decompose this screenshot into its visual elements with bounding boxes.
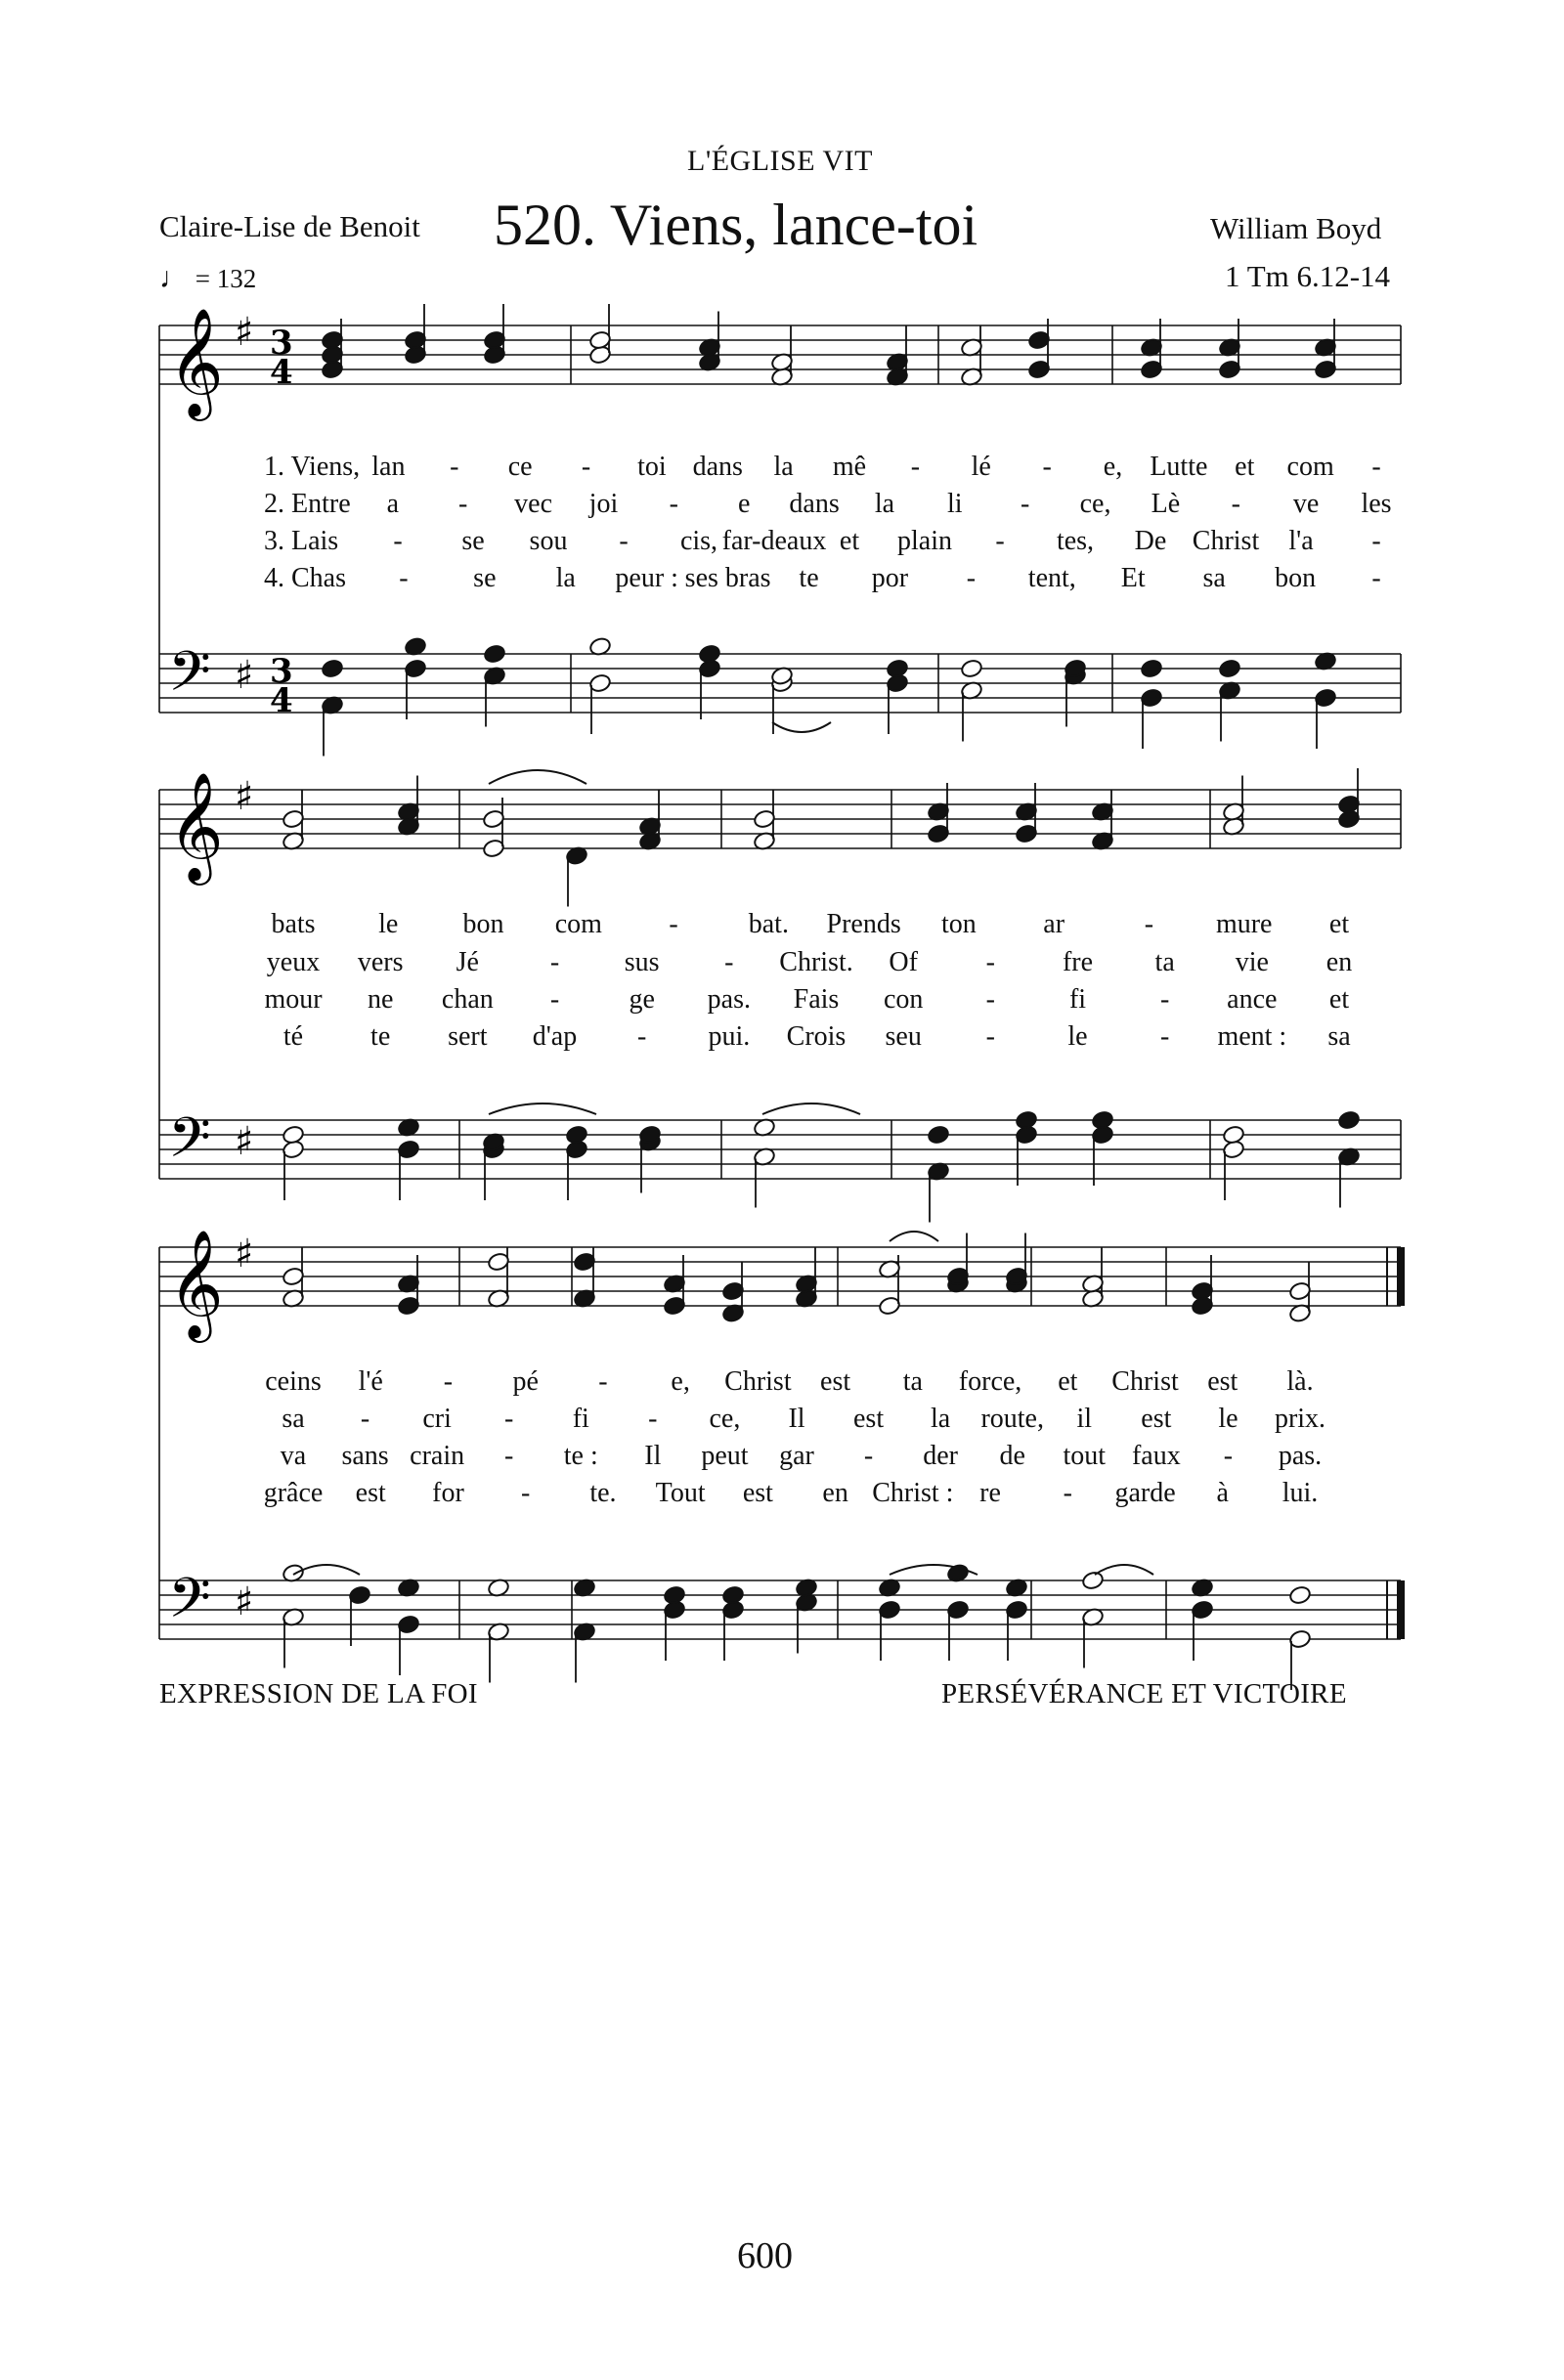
- quarter-note-icon: ♩: [159, 262, 189, 294]
- bass-clef-icon: 𝄢: [168, 1106, 211, 1184]
- lyric-syllable: grâce: [263, 1478, 324, 1508]
- lyric-syllable: ance: [1227, 984, 1278, 1015]
- time-signature-bottom: 4: [270, 353, 293, 392]
- quarter-note: [698, 644, 721, 665]
- lyric-syllable: ge: [629, 984, 655, 1015]
- lyric-syllable: -: [995, 526, 1005, 556]
- lyric-syllable: là.: [1286, 1366, 1314, 1397]
- time-signature-top: 3: [270, 324, 293, 363]
- lyric-syllable: se: [473, 563, 497, 593]
- lyric-syllable: Et: [1120, 563, 1146, 593]
- slur: [489, 770, 586, 784]
- time-signature-top: 3: [270, 652, 293, 691]
- lyric-syllable: -: [1371, 563, 1381, 593]
- lyric-syllable: mour: [264, 984, 323, 1015]
- lyric-syllable: -: [669, 489, 678, 519]
- lyric-syllable: Prends: [826, 909, 901, 939]
- lyric-syllable: -: [863, 1441, 874, 1471]
- half-note: [1288, 1585, 1312, 1606]
- lyric-syllable: en: [1325, 947, 1353, 977]
- quarter-note: [321, 659, 344, 679]
- lyric-syllable: tes,: [1056, 526, 1095, 556]
- quarter-note: [1015, 1110, 1038, 1131]
- page-number: 600: [737, 2235, 793, 2276]
- lyric-syllable: bon: [1275, 563, 1317, 593]
- slur: [762, 1103, 860, 1114]
- lyric-syllable: sa: [282, 1404, 305, 1434]
- quarter-note: [886, 659, 909, 679]
- lyric-syllable: le: [1067, 1021, 1088, 1052]
- lyric-syllable: fi: [572, 1404, 589, 1434]
- lyric-syllable: et: [1328, 984, 1350, 1015]
- lyric-syllable: Christ: [1111, 1366, 1179, 1397]
- lyric-syllable: et: [1328, 909, 1350, 939]
- lyric-syllable: -: [450, 452, 459, 482]
- lyric-syllable: peut: [701, 1441, 749, 1471]
- lyric-syllable: vers: [357, 947, 404, 977]
- lyric-syllable: toi: [637, 452, 667, 482]
- sharp-icon: ♯: [235, 1579, 254, 1624]
- lyric-syllable: les: [1361, 489, 1392, 519]
- lyric-syllable: sert: [448, 1021, 488, 1052]
- lyric-syllable: plain: [897, 526, 952, 556]
- lyric-syllable: vec: [514, 489, 553, 519]
- lyric-syllable: fi: [1068, 984, 1087, 1015]
- lyric-syllable: mê: [832, 452, 867, 482]
- lyric-syllable: -: [1159, 984, 1170, 1015]
- sharp-icon: ♯: [235, 310, 254, 355]
- lyric-syllable: -: [598, 1366, 608, 1397]
- lyric-syllable: la: [555, 563, 576, 593]
- lyric-syllable: va: [280, 1441, 307, 1471]
- lyric-syllable: la: [773, 452, 794, 482]
- lyric-syllable: -: [985, 1021, 995, 1052]
- lyric-syllable: -: [985, 947, 995, 977]
- lyric-syllable: e,: [671, 1366, 690, 1397]
- slur: [1095, 1565, 1153, 1575]
- lyric-syllable: De: [1134, 526, 1167, 556]
- lyric-syllable: est: [853, 1404, 885, 1434]
- lyric-syllable: ceins: [265, 1366, 322, 1397]
- hymn-number: 520.: [494, 193, 596, 257]
- lyric-syllable: de: [999, 1441, 1025, 1471]
- lyric-syllable: re: [979, 1478, 1001, 1508]
- lyric-syllable: ta: [902, 1366, 923, 1397]
- lyric-syllable: ce,: [709, 1404, 741, 1434]
- lyric-syllable: -: [648, 1404, 658, 1434]
- footer-category-right: PERSÉVÉRANCE ET VICTOIRE: [941, 1678, 1347, 1709]
- lyric-syllable: te.: [589, 1478, 617, 1508]
- lyric-syllable: garde: [1114, 1478, 1176, 1508]
- lyric-syllable: ta: [1154, 947, 1175, 977]
- lyric-syllable: faux: [1131, 1441, 1181, 1471]
- lyric-syllable: -: [985, 984, 995, 1015]
- lyric-syllable: te :: [563, 1441, 598, 1471]
- lyric-syllable: est: [355, 1478, 386, 1508]
- lyric-syllable: est: [742, 1478, 773, 1508]
- lyric-syllable: -: [724, 947, 734, 977]
- lyric-syllable: ce: [507, 452, 533, 482]
- lyric-syllable: est: [820, 1366, 851, 1397]
- lyric-syllable: ses bras: [684, 563, 771, 593]
- lyric-syllable: et: [1058, 1366, 1078, 1397]
- lyric-syllable: -: [399, 563, 409, 593]
- scripture-reference: 1 Tm 6.12-14: [1225, 259, 1391, 293]
- section-title: L'ÉGLISE VIT: [687, 145, 873, 177]
- lyric-syllable: bon: [462, 909, 504, 939]
- lyric-syllable: Of: [889, 947, 918, 977]
- lyric-syllable: seu: [885, 1021, 922, 1052]
- lyric-syllable: gar: [779, 1441, 814, 1471]
- time-signature-bottom: 4: [270, 681, 293, 720]
- lyric-syllable: -: [1371, 452, 1381, 482]
- lyric-syllable: Fais: [793, 984, 840, 1015]
- hymn-name: Viens, lance-toi: [609, 193, 978, 257]
- lyric-syllable: té: [282, 1021, 304, 1052]
- quarter-note: [1337, 1110, 1361, 1131]
- lyric-syllable: sans: [341, 1441, 389, 1471]
- lyric-syllable: bats: [271, 909, 316, 939]
- lyric-syllable: il: [1076, 1404, 1093, 1434]
- lyric-syllable: Il: [644, 1441, 662, 1471]
- lyric-syllable: est: [1141, 1404, 1172, 1434]
- lyric-syllable: sus: [624, 947, 660, 977]
- lyric-syllable: der: [923, 1441, 959, 1471]
- lyric-syllable: tent,: [1027, 563, 1076, 593]
- lyric-syllable: tout: [1063, 1441, 1107, 1471]
- lyric-syllable: dans: [692, 452, 743, 482]
- lyric-syllable: en: [822, 1478, 848, 1508]
- lyric-syllable: -: [1020, 489, 1030, 519]
- lyric-syllable: -: [1159, 1021, 1170, 1052]
- quarter-note: [483, 644, 506, 665]
- half-note: [1081, 1571, 1105, 1591]
- lyric-syllable: te: [370, 1021, 391, 1052]
- lyric-syllable: Lutte: [1150, 452, 1208, 482]
- lyric-syllable: et: [1235, 452, 1255, 482]
- slur: [489, 1103, 596, 1114]
- lyric-syllable: prix.: [1274, 1404, 1326, 1434]
- treble-clef-icon: 𝄞: [168, 307, 224, 416]
- lyric-syllable: lui.: [1282, 1478, 1319, 1508]
- lyric-syllable: Christ :: [872, 1478, 954, 1508]
- lyric-syllable: -: [669, 909, 678, 939]
- lyric-syllable: ce,: [1079, 489, 1111, 519]
- treble-clef-icon: 𝄞: [168, 1229, 224, 1338]
- lyric-syllable: com: [1286, 452, 1334, 482]
- lyric-syllable: force,: [958, 1366, 1022, 1397]
- lyric-syllable: sa: [1327, 1021, 1351, 1052]
- lyric-syllable: Il: [788, 1404, 805, 1434]
- lyric-syllable: sou: [529, 526, 568, 556]
- quarter-note: [565, 1125, 588, 1146]
- half-note: [960, 659, 983, 679]
- lyric-syllable: for: [432, 1478, 464, 1508]
- slur: [772, 722, 831, 732]
- lyric-syllable: -: [549, 984, 560, 1015]
- lyric-syllable: -: [521, 1478, 531, 1508]
- lyric-syllable: 2. Entre: [264, 489, 351, 519]
- lyric-syllable: 1. Viens,: [264, 452, 361, 482]
- lyric-syllable: le: [1218, 1404, 1238, 1434]
- lyric-syllable: -: [458, 489, 468, 519]
- lyric-syllable: far-deaux: [721, 526, 827, 556]
- lyric-syllable: le: [378, 909, 399, 939]
- lyric-syllable: -: [1144, 909, 1154, 939]
- footer-category-left: EXPRESSION DE LA FOI: [159, 1678, 478, 1709]
- lyric-syllable: pas.: [1278, 1441, 1323, 1471]
- lyric-syllable: joi: [588, 489, 619, 519]
- composer: William Boyd: [1210, 211, 1382, 245]
- lyric-syllable: lé: [971, 452, 991, 482]
- lyric-syllable: la: [931, 1404, 951, 1434]
- lyric-syllable: la: [874, 489, 895, 519]
- slur: [890, 1232, 938, 1241]
- quarter-note: [1218, 659, 1241, 679]
- lyric-syllable: Christ: [724, 1366, 792, 1397]
- bass-clef-icon: 𝄢: [168, 640, 211, 717]
- lyric-syllable: li: [947, 489, 963, 519]
- lyric-syllable: sa: [1202, 563, 1226, 593]
- lyric-syllable: e,: [1103, 452, 1123, 482]
- lyric-syllable: ton: [941, 909, 977, 939]
- lyric-syllable: Christ: [1192, 526, 1260, 556]
- lyric-syllable: ne: [367, 984, 394, 1015]
- lyric-syllable: route,: [980, 1404, 1044, 1434]
- lyric-syllable: chan: [441, 984, 494, 1015]
- lyric-syllable: e: [737, 489, 751, 519]
- sharp-icon: ♯: [235, 653, 254, 698]
- quarter-note: [663, 1585, 686, 1606]
- lyric-syllable: Jé: [456, 947, 479, 977]
- lyric-syllable: te: [799, 563, 819, 593]
- lyric-syllable: a: [386, 489, 400, 519]
- lyric-syllable: vie: [1235, 947, 1269, 977]
- lyric-syllable: Lè: [1151, 489, 1181, 519]
- lyric-syllable: com: [554, 909, 602, 939]
- lyric-syllable: 4. Chas: [264, 563, 346, 593]
- lyric-syllable: -: [443, 1366, 454, 1397]
- half-note: [1222, 1125, 1245, 1146]
- lyric-syllable: -: [636, 1021, 647, 1052]
- lyric-syllable: fre: [1062, 947, 1094, 977]
- quarter-note: [721, 1585, 745, 1606]
- lyric-syllable: d'ap: [532, 1021, 578, 1052]
- lyric-syllable: -: [1231, 489, 1240, 519]
- sharp-icon: ♯: [235, 1119, 254, 1164]
- lyric-syllable: Tout: [655, 1478, 706, 1508]
- quarter-note: [1091, 1110, 1114, 1131]
- half-note: [282, 1125, 305, 1146]
- lyric-syllable: pui.: [708, 1021, 751, 1052]
- lyric-syllable: est: [1207, 1366, 1238, 1397]
- lyric-syllable: Crois: [786, 1021, 847, 1052]
- lyric-syllable: se: [461, 526, 485, 556]
- lyric-syllable: Christ.: [779, 947, 853, 977]
- lyric-syllable: peur :: [615, 563, 678, 593]
- lyric-syllable: -: [966, 563, 977, 593]
- lyric-syllable: l'é: [358, 1366, 383, 1397]
- lyric-syllable: ment :: [1217, 1021, 1287, 1052]
- lyric-syllable: por: [871, 563, 909, 593]
- lyric-syllable: mure: [1215, 909, 1273, 939]
- text-author: Claire-Lise de Benoit: [159, 209, 420, 243]
- lyric-syllable: -: [393, 526, 403, 556]
- lyric-syllable: -: [504, 1404, 514, 1434]
- sharp-icon: ♯: [235, 774, 254, 819]
- quarter-note: [1140, 659, 1163, 679]
- lyric-syllable: bat.: [748, 909, 789, 939]
- lyric-syllable: -: [1063, 1478, 1072, 1508]
- lyric-syllable: cis,: [679, 526, 718, 556]
- lyric-syllable: ve: [1292, 489, 1320, 519]
- bass-clef-icon: 𝄢: [168, 1567, 211, 1644]
- lyric-syllable: pas.: [707, 984, 751, 1015]
- lyric-syllable: yeux: [266, 947, 321, 977]
- lyric-syllable: dans: [789, 489, 840, 519]
- lyric-syllable: à: [1216, 1478, 1229, 1508]
- lyric-syllable: -: [549, 947, 560, 977]
- lyric-syllable: -: [581, 452, 591, 482]
- lyric-syllable: -: [360, 1404, 370, 1434]
- sharp-icon: ♯: [235, 1232, 254, 1277]
- lyric-syllable: et: [839, 526, 860, 556]
- quarter-note: [927, 1125, 950, 1146]
- treble-clef-icon: 𝄞: [168, 771, 224, 881]
- lyric-syllable: -: [1223, 1441, 1234, 1471]
- lyric-syllable: ar: [1043, 909, 1065, 939]
- lyric-syllable: -: [910, 452, 921, 482]
- lyric-syllable: lan: [371, 452, 406, 482]
- lyric-syllable: -: [1042, 452, 1052, 482]
- lyric-syllable: -: [619, 526, 629, 556]
- lyric-syllable: pé: [512, 1366, 539, 1397]
- lyric-syllable: l'a: [1288, 526, 1314, 556]
- lyric-syllable: -: [504, 1441, 514, 1471]
- lyric-syllable: cri: [422, 1404, 452, 1434]
- lyric-syllable: -: [1371, 526, 1381, 556]
- tempo-value: = 132: [195, 264, 257, 293]
- lyric-syllable: con: [883, 984, 924, 1015]
- lyric-syllable: crain: [410, 1441, 465, 1471]
- lyric-syllable: 3. Lais: [264, 526, 339, 556]
